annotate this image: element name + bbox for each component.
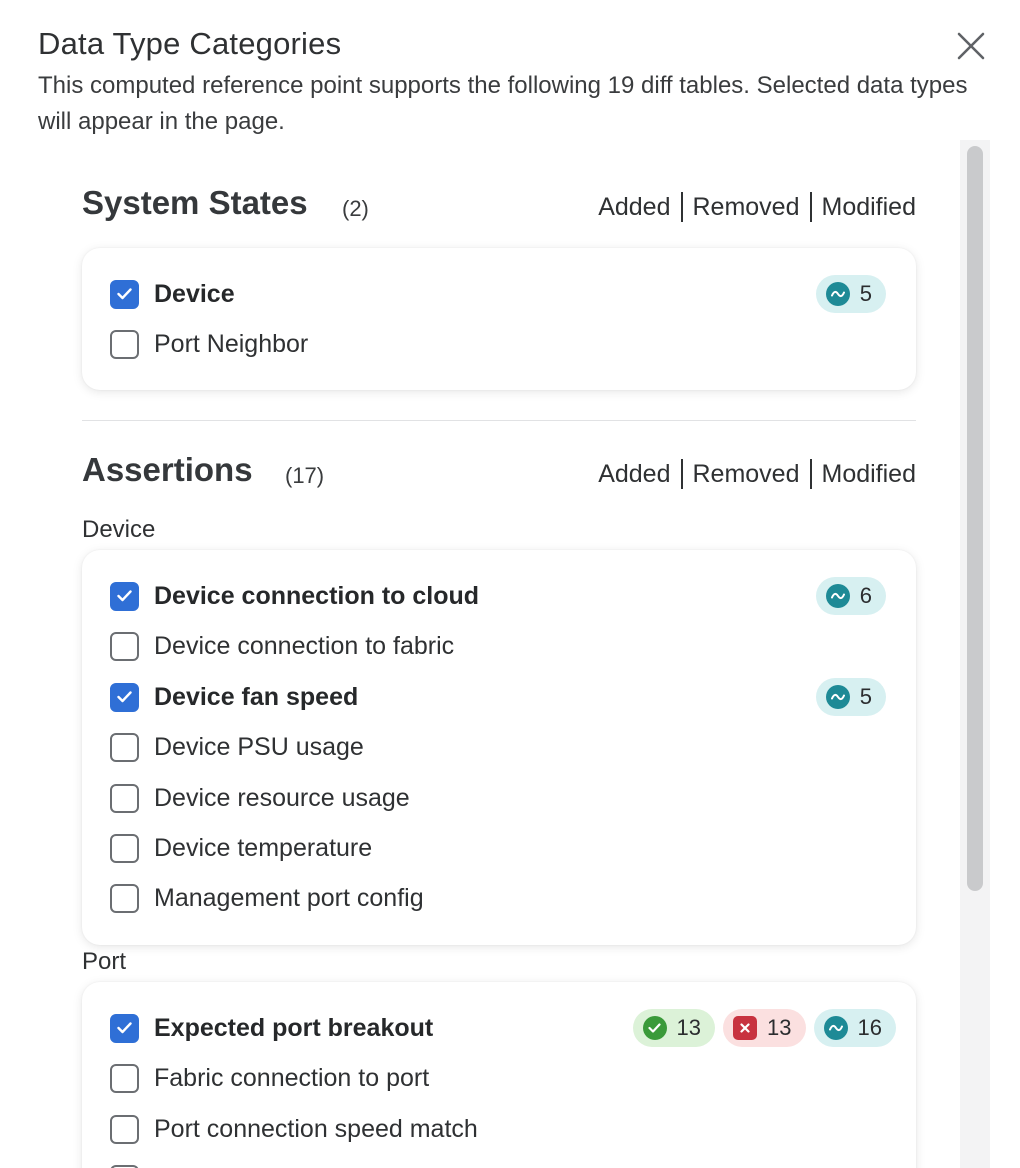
section-divider — [82, 420, 916, 421]
item-label: Management port config — [154, 883, 424, 912]
dialog-description: This computed reference point supports the following 19 diff tables. Selected data types will appear in the page. — [38, 72, 968, 135]
modified-badge — [816, 275, 886, 313]
x-hexagon-icon — [733, 1016, 757, 1040]
list-item[interactable] — [110, 878, 896, 918]
diff-legend — [598, 459, 916, 489]
vertical-scrollbar[interactable] — [960, 140, 990, 1168]
checkbox[interactable] — [110, 784, 139, 813]
checkmark-icon — [117, 590, 132, 602]
checkbox-checked[interactable] — [110, 582, 139, 611]
list-item[interactable] — [110, 274, 896, 314]
section-title: Assertions — [82, 451, 253, 488]
checkmark-icon — [117, 288, 132, 300]
checkbox[interactable] — [110, 632, 139, 661]
categories-scroll-area — [38, 138, 960, 1168]
diff-badges — [816, 678, 886, 716]
section-count: (2) — [342, 196, 369, 221]
checkbox-checked[interactable] — [110, 280, 139, 309]
checkbox[interactable] — [110, 330, 139, 359]
diff-badges — [816, 275, 886, 313]
legend-removed: Removed — [692, 192, 800, 221]
list-item[interactable] — [110, 677, 896, 717]
group-label-device: Device — [82, 516, 156, 543]
checkmark-icon — [117, 691, 132, 703]
close-button[interactable] — [953, 28, 989, 64]
modified-badge — [816, 678, 886, 716]
close-icon — [953, 28, 989, 64]
checkbox-checked[interactable] — [110, 683, 139, 712]
modified-count: 16 — [857, 1015, 882, 1040]
list-item[interactable] — [110, 1109, 896, 1149]
list-item[interactable] — [110, 828, 896, 868]
assertions-section — [82, 451, 916, 501]
list-item[interactable] — [110, 626, 896, 666]
item-label: Expected port breakout — [154, 1013, 434, 1042]
modified-count: 5 — [859, 281, 872, 306]
group-label-port: Port — [82, 948, 127, 975]
modified-badge — [816, 577, 886, 615]
section-header — [82, 451, 916, 501]
modified-count: 5 — [859, 684, 872, 709]
list-item[interactable] — [110, 576, 896, 616]
item-label: Device connection to cloud — [154, 581, 480, 610]
list-item[interactable] — [110, 1058, 896, 1098]
item-label: Device temperature — [154, 833, 373, 862]
removed-badge — [723, 1009, 805, 1047]
checkbox[interactable] — [110, 834, 139, 863]
tilde-circle-icon — [826, 685, 850, 709]
checkbox[interactable] — [110, 884, 139, 913]
legend-divider — [681, 192, 683, 222]
list-item[interactable] — [110, 324, 896, 364]
removed-count: 13 — [767, 1015, 792, 1040]
legend-divider — [810, 192, 812, 222]
legend-added: Added — [598, 192, 671, 221]
port-assertions-card — [82, 982, 916, 1168]
system-states-section — [82, 184, 916, 234]
checkbox[interactable] — [110, 1064, 139, 1093]
list-item[interactable] — [110, 1008, 896, 1048]
checkbox[interactable] — [110, 733, 139, 762]
modified-badge — [814, 1009, 896, 1047]
item-label: Port connection speed match — [154, 1114, 478, 1143]
legend-removed: Removed — [692, 459, 800, 488]
item-label: Device fan speed — [154, 682, 359, 711]
section-header — [82, 184, 916, 234]
legend-modified: Modified — [821, 459, 916, 488]
tilde-circle-icon — [826, 584, 850, 608]
legend-added: Added — [598, 459, 671, 488]
check-circle-icon — [643, 1016, 667, 1040]
list-item[interactable] — [110, 778, 896, 818]
dialog-title: Data Type Categories — [38, 26, 342, 61]
item-label: Port Neighbor — [154, 329, 309, 358]
item-label: Device resource usage — [154, 783, 410, 812]
system-states-card — [82, 248, 916, 390]
item-label: Device connection to fabric — [154, 631, 455, 660]
modified-count: 6 — [859, 583, 872, 608]
legend-modified: Modified — [821, 192, 916, 221]
list-item[interactable] — [110, 727, 896, 767]
list-item[interactable] — [110, 1159, 896, 1168]
checkmark-icon — [117, 1022, 132, 1034]
item-label: Fabric connection to port — [154, 1063, 430, 1092]
checkbox-checked[interactable] — [110, 1014, 139, 1043]
legend-divider — [810, 459, 812, 489]
item-label: Device PSU usage — [154, 732, 364, 761]
device-assertions-card — [82, 550, 916, 945]
added-badge — [633, 1009, 715, 1047]
legend-divider — [681, 459, 683, 489]
scrollbar-thumb[interactable] — [967, 146, 983, 891]
checkbox[interactable] — [110, 1165, 139, 1168]
diff-badges — [633, 1009, 896, 1047]
diff-legend — [598, 192, 916, 222]
section-title: System States — [82, 184, 308, 221]
tilde-circle-icon — [824, 1016, 848, 1040]
tilde-circle-icon — [826, 282, 850, 306]
section-count: (17) — [285, 463, 325, 488]
diff-badges — [816, 577, 886, 615]
checkbox[interactable] — [110, 1115, 139, 1144]
item-label: Device — [154, 279, 235, 308]
added-count: 13 — [676, 1015, 702, 1040]
